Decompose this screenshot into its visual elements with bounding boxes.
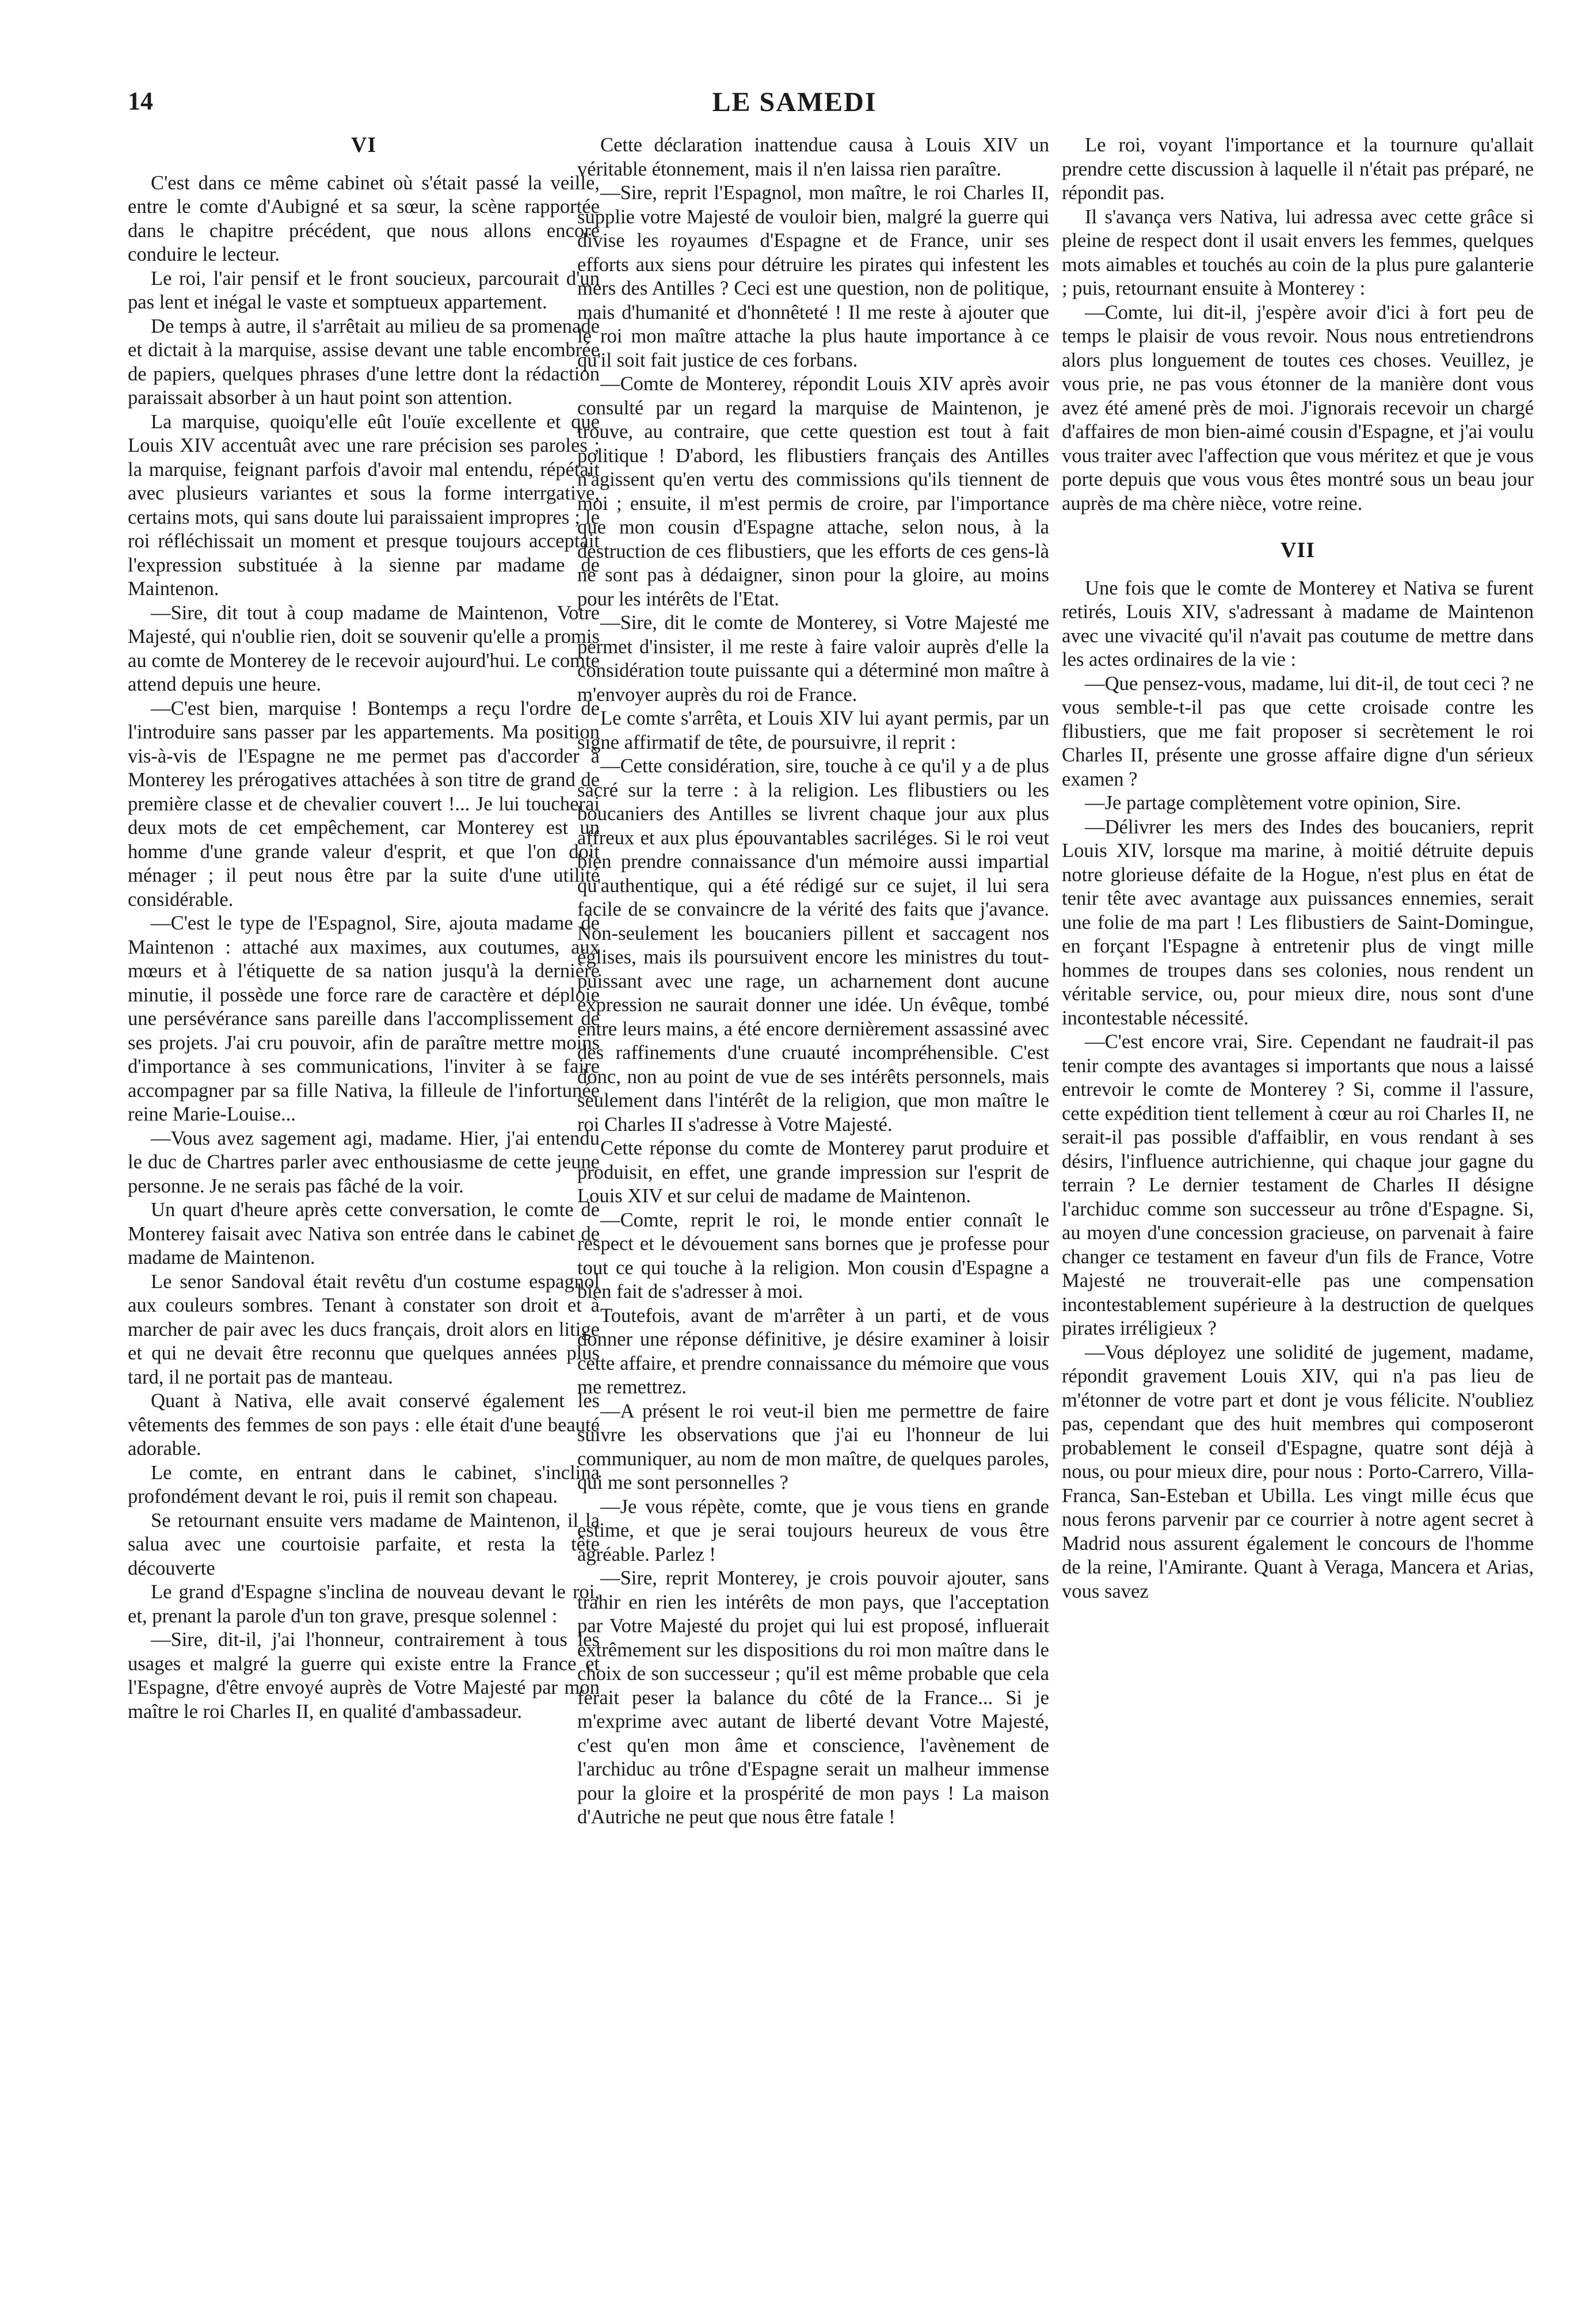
- paragraph: Le comte s'arrêta, et Louis XIV lui ayant permis, par un signe affirmatif de tête, de poursuivre, il reprit :: [577, 707, 1049, 753]
- paragraph: —Sire, reprit l'Espagnol, mon maître, le roi Charles II, supplie votre Majesté de vouloir bien, malgré la guerre qui divise les royaumes d'Espagne et de France, unir ses efforts aux siens pour détruire les pirates qui infestent les mers des Antilles ? Ceci est une question, non de politique, mais d'humanité et d'honnêteté ! Il me reste à ajouter que le roi mon maître attache la plus haute importance à ce qu'il soit fait justice de ces forbans.: [577, 182, 1049, 371]
- paragraph: Le senor Sandoval était revêtu d'un costume espagnol aux couleurs sombres. Tenant à constater son droit et à marcher de pair avec les ducs français, droit alors en litige et qui ne devait être reconnu que quelques années plus tard, il ne portait pas de manteau.: [128, 1270, 600, 1388]
- paragraph: —Délivrer les mers des Indes des boucaniers, reprit Louis XIV, lorsque ma marine, à moitié détruite depuis notre glorieuse défaite de la Hogue, n'est plus en état de tenir tête avec avantage aux puissances ennemies, serait une folie de ma part ! Les flibustiers de Saint-Domingue, en forçant l'Espagne à entretenir plus de vingt mille hommes de troupes dans ses colonies, nous rendent un véritable service, ou, pour mieux dire, nous sont d'une incontestable nécessité.: [1062, 816, 1534, 1029]
- page-number: 14: [128, 87, 153, 115]
- paragraph: —C'est le type de l'Espagnol, Sire, ajouta madame de Maintenon : attaché aux maximes, aux coutumes, aux mœurs et à l'étiquette de sa nation jusqu'à la dernière minutie, il possède une force rare de caractère et déploie une persévérance sans pareille dans l'accomplissement de ses projets. J'ai cru pouvoir, afin de paraître mettre moins d'importance à ses communications, l'inviter à se faire accompagner par sa fille Nativa, la filleule de l'infortunée reine Marie-Louise...: [128, 912, 600, 1125]
- paragraph: —Sire, dit-il, j'ai l'honneur, contrairement à tous les usages et malgré la guerre qui existe entre la France et l'Espagne, d'être envoyé auprès de Votre Majesté par mon maître le roi Charles II, en qualité d'ambassadeur.: [128, 1629, 600, 1723]
- paragraph: Le roi, l'air pensif et le front soucieux, parcourait d'un pas lent et inégal le vaste et somptueux appartement.: [128, 267, 600, 313]
- paragraph: Se retournant ensuite vers madame de Maintenon, il la salua avec une courtoisie parfaite, et resta la tête découverte: [128, 1509, 600, 1579]
- paragraph: —Cette considération, sire, touche à ce qu'il y a de plus sacré sur la terre : à la religion. Les flibustiers ou les boucaniers des Antilles se livrent chaque jour aux plus affreux et aux plus épouvantables sacriléges. Si le roi veut bien prendre connaissance d'un mémoire aussi impartial qu'authentique, qui a été rédigé sur ce sujet, il lui sera facile de se convaincre de la vérité des faits que j'avance. Non-seulement les boucaniers pillent et saccagent nos églises, mais ils poursuivent encore les ministres du tout-puissant avec une rage, un acharnement dont aucune expression ne saurait donner une idée. Un évêque, tombé entre leurs mains, a été encore dernièrement assassiné avec des raffinements d'une cruauté incompréhensible. C'est donc, non au point de vue de ses intérêts personnels, mais seulement dans l'intérêt de la religion, que mon maître le roi Charles II s'adresse à Votre Majesté.: [577, 755, 1049, 1136]
- paragraph: —Comte, reprit le roi, le monde entier connaît le respect et le dévouement sans bornes que je professe pour tout ce qui touche à la religion. Mon cousin d'Espagne a bien fait de s'adresser à moi.: [577, 1209, 1049, 1302]
- paragraph: —Sire, dit tout à coup madame de Maintenon, Votre Majesté, qui n'oublie rien, doit se souvenir qu'elle a promis au comte de Monterey de le recevoir aujourd'hui. Le comte attend depuis une heure.: [128, 601, 600, 695]
- paragraph: —Comte de Monterey, répondit Louis XIV après avoir consulté par un regard la marquise de Maintenon, je trouve, au contraire, que cette question est tout à fait politique ! D'abord, les flibustiers français des Antilles n'agissent qu'en vertu des commissions qu'ils tiennent de moi ; ensuite, il m'est permis de croire, par l'importance que mon cousin d'Espagne attache, selon nous, à la destruction de ces flibustiers, que les efforts de ces gens-là ne sont pas à dédaigner, sinon pour la gloire, au moins pour les intérêts de l'Etat.: [577, 373, 1049, 610]
- paragraph: —Sire, reprit Monterey, je crois pouvoir ajouter, sans trahir en rien les intérêts de mon pays, que l'acceptation par Votre Majesté du projet qui lui est proposé, influerait extrêmement sur les dispositions du roi mon maître dans le choix de son successeur ; qu'il est même probable que cela ferait peser la balance du côté de la France... Si je m'exprime avec autant de liberté devant Votre Majesté, c'est qu'en mon âme et conscience, l'avènement de l'archiduc au trône d'Espagne serait un malheur immense pour la gloire et la prospérité de mon pays ! La maison d'Autriche ne peut que nous être fatale !: [577, 1567, 1049, 1828]
- paragraph: —Vous avez sagement agi, madame. Hier, j'ai entendu le duc de Chartres parler avec enthousiasme de cette jeune personne. Je ne serais pas fâché de la voir.: [128, 1127, 600, 1197]
- paragraph: C'est dans ce même cabinet où s'était passé la veille, entre le comte d'Aubigné et sa sœur, la scène rapportée dans le chapitre précédent, que nous allons encore conduire le lecteur.: [128, 172, 600, 265]
- text-column-3: [1062, 134, 1534, 1603]
- journal-title: LE SAMEDI: [712, 87, 877, 117]
- paragraph: Un quart d'heure après cette conversation, le comte de Monterey faisait avec Nativa son entrée dans le cabinet de madame de Maintenon.: [128, 1199, 600, 1268]
- paragraph: —Je partage complètement votre opinion, Sire.: [1085, 792, 1461, 814]
- paragraph: —A présent le roi veut-il bien me permettre de faire suivre les observations que j'ai eu l'honneur de lui communiquer, au nom de mon maître, de quelques paroles, qui me sont personnelles ?: [577, 1400, 1049, 1494]
- paragraph: De temps à autre, il s'arrêtait au milieu de sa promenade et dictait à la marquise, assise devant une table encombrée de papiers, quelques phrases d'une lettre dont la rédaction paraissait absorber à un haut point son attention.: [128, 315, 600, 409]
- text-column-1: [128, 134, 600, 1724]
- paragraph: —C'est bien, marquise ! Bontemps a reçu l'ordre de l'introduire sans passer par les appartements. Ma position vis-à-vis de l'Espagne ne me permet pas d'accorder à Monterey les prérogatives attachées à son titre de grand de première classe et de chevalier couvert !... Je lui toucherai deux mots de cet empêchement, car Monterey est un homme d'une grande valeur d'esprit, et que l'on doit ménager ; il peut nous être par la suite d'une utilité considérable.: [128, 697, 600, 910]
- paragraph: —Comte, lui dit-il, j'espère avoir d'ici à fort peu de temps le plaisir de vous revoir. Nous nous entretiendrons alors plus longuement de toutes ces choses. Veuillez, je vous prie, ne pas vous étonner de la manière dont vous avez été amené près de moi. J'ignorais recevoir un chargé d'affaires de mon bien-aimé cousin d'Espagne, et j'ai voulu vous traiter avec l'affection que vous méritez et que je vous porte depuis que vous vous êtes montré sous un beau jour auprès de ma chère nièce, votre reine.: [1062, 301, 1534, 515]
- paragraph: La marquise, quoiqu'elle eût l'ouïe excellente et que Louis XIV accentuât avec une rare précision ses paroles ; la marquise, feignant parfois d'avoir mal entendu, répétait avec plusieurs variantes et sous la forme interrgative, certains mots, qui sans doute lui paraissaient impropres ; le roi réfléchissait un moment et presque toujours acceptait l'expression substituée à la sienne par madame de Maintenon.: [128, 410, 600, 600]
- paragraph: Le grand d'Espagne s'inclina de nouveau devant le roi, et, prenant la parole d'un ton grave, presque solennel :: [128, 1581, 600, 1627]
- paragraph: Toutefois, avant de m'arrêter à un parti, et de vous donner une réponse définitive, je désire examiner à loisir cette affaire, et prendre connaissance du mémoire que vous me remettrez.: [577, 1304, 1049, 1398]
- paragraph: —C'est encore vrai, Sire. Cependant ne faudrait-il pas tenir compte des avantages si importants que nous a laissé entrevoir le comte de Monterey ? Si, comme il l'assure, cette expédition tient tellement à cœur au roi Charles II, ne serait-il pas possible d'affaiblir, en vous rendant à ses désirs, l'influence autrichienne, qui chaque jour gagne du terrain ? Le dernier testament de Charles II désigne l'archiduc comme son successeur au trône d'Espagne. Si, au moyen d'une concession gracieuse, on parvenait à faire changer ce testament en faveur d'un fils de France, Votre Majesté ne trouverait-elle pas une compensation incontestablement supérieure à la destruction de quelques pirates irréligieux ?: [1062, 1031, 1534, 1339]
- text-column-2: [577, 134, 1049, 1830]
- paragraph: Cette réponse du comte de Monterey parut produire et produisit, en effet, une grande impression sur l'esprit de Louis XIV et sur celui de madame de Maintenon.: [577, 1137, 1049, 1207]
- paragraph: —Je vous répète, comte, que je vous tiens en grande estime, et que je serai toujours heureux de vous être agréable. Parlez !: [577, 1495, 1049, 1565]
- paragraph: Quant à Nativa, elle avait conservé également les vêtements des femmes de son pays : elle était d'une beauté adorable.: [128, 1390, 600, 1460]
- paragraph: —Sire, dit le comte de Monterey, si Votre Majesté me permet d'insister, il me reste à faire valoir auprès d'elle la considération toute puissante qui a déterminé mon maître à m'envoyer auprès du roi de France.: [577, 612, 1049, 706]
- paragraph: Cette déclaration inattendue causa à Louis XIV un véritable étonnement, mais il n'en laissa rien paraître.: [577, 134, 1049, 180]
- paragraph: —Vous déployez une solidité de jugement, madame, répondit gravement Louis XIV, qui n'a pas lieu de m'étonner de votre part et dont je vous félicite. N'oubliez pas, cependant que des huit membres qui composeront probablement le conseil d'Espagne, quatre sont déjà à nous, ou pour mieux dire, pour nous : Porto-Carrero, Villa-Franca, San-Esteban et Ubilla. Les vingt mille écus que nous ferons parvenir par ce courrier à notre agent secret à Madrid nous assurent également le concours de l'homme de la reine, l'Amirante. Quant à Veraga, Mancera et Arias, vous savez: [1062, 1341, 1534, 1602]
- paragraph: Le comte, en entrant dans le cabinet, s'inclina profondément devant le roi, puis il remit son chapeau.: [128, 1461, 600, 1507]
- paragraph: Le roi, voyant l'importance et la tournure qu'allait prendre cette discussion à laquelle il n'était pas préparé, ne répondit pas.: [1062, 134, 1534, 204]
- paragraph: Il s'avança vers Nativa, lui adressa avec cette grâce si pleine de respect dont il usait envers les femmes, quelques mots aimables et touchés au coin de la plus pure galanterie ; puis, retournant ensuite à Monterey :: [1062, 205, 1534, 299]
- chapter-heading-vi: VI: [350, 133, 377, 157]
- chapter-heading-vii: VII: [1280, 538, 1316, 562]
- paragraph: Une fois que le comte de Monterey et Nativa se furent retirés, Louis XIV, s'adressant à madame de Maintenon avec une vivacité qu'il n'avait pas coutume de mettre dans les actes ordinaires de la vie :: [1062, 577, 1534, 670]
- paragraph: —Que pensez-vous, madame, lui dit-il, de tout ceci ? ne vous semble-t-il pas que cette croisade contre les flibustiers, que me fait proposer si secrètement le roi Charles II, présente une grosse affaire digne d'un sérieux examen ?: [1062, 672, 1534, 790]
